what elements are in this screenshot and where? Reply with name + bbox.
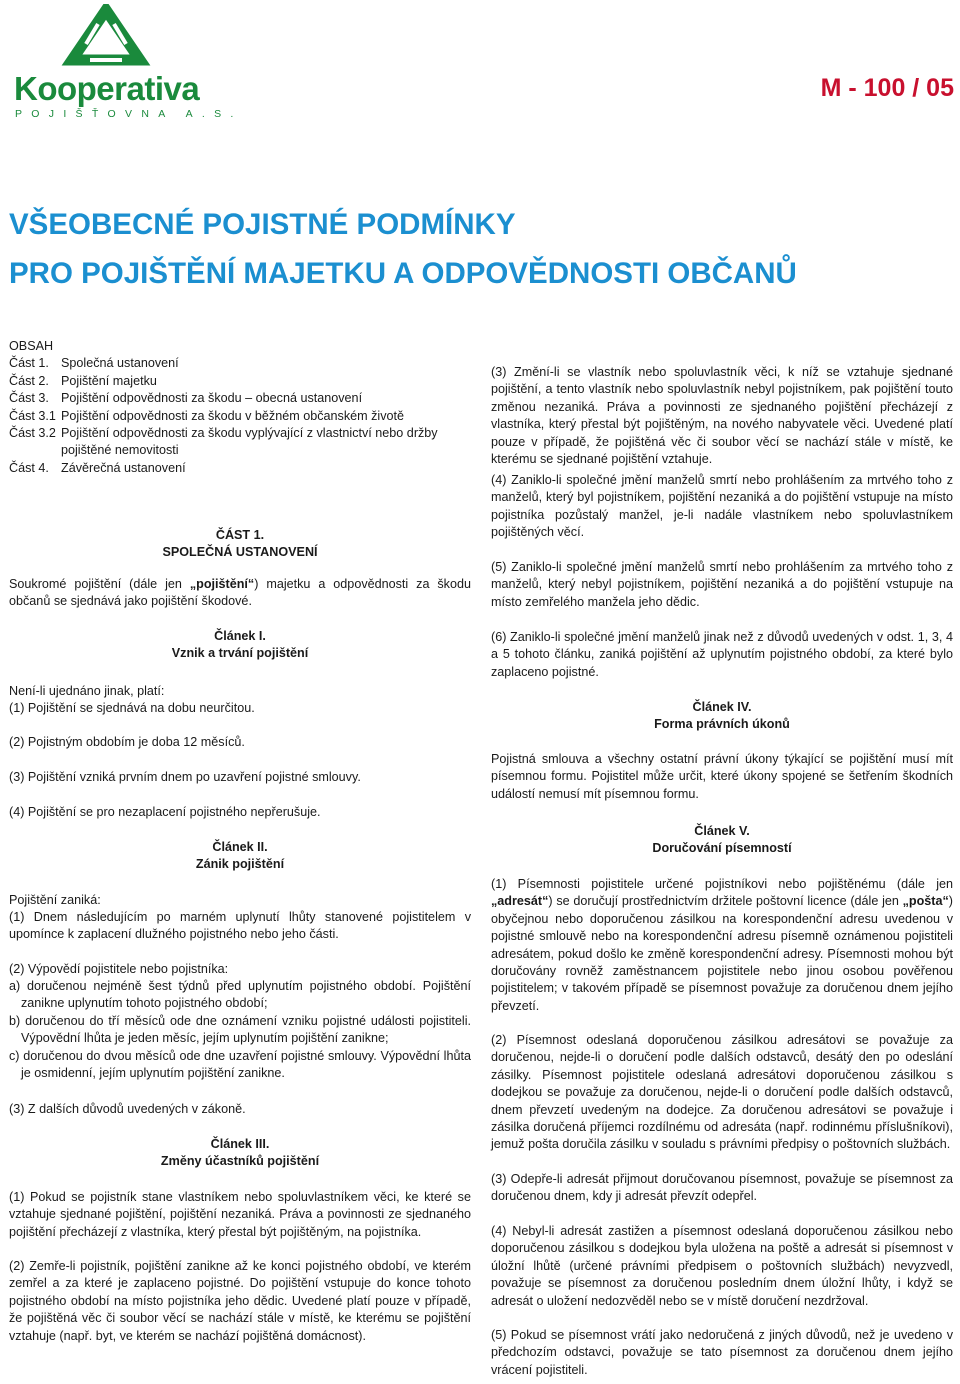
art2-para-1: (1) Dnem následujícím po marném uplynutí lhůty stanovené pojistitelem v upomínce k zaplacení dlužného pojistného nebo jeho části. <box>9 910 471 942</box>
art3-para-4: (4) Zaniklo-li společné jmění manželů smrtí nebo prohlášením za mrtvého toho z manželů, který byl pojistníkem, pojištění nezaniká a do pojištění vstupuje na místo pojistníka pozůstalý manžel, je-li nadále vlastníkem nebo spoluvlastníkem pojištěných věcí. <box>491 473 953 540</box>
article-5-heading: Článek V. Doručování písemností <box>652 824 792 856</box>
title-line-1: VŠEOBECNÉ POJISTNÉ PODMÍNKY <box>9 208 516 241</box>
art5-para-1: (1) Písemnosti pojistitele určené pojistníkovi nebo pojištěnému (dále jen „adresát“) se doručují prostřednictvím držitele poštovní licence (dále jen „pošta“) obyčejnou nebo doporučenou zásilkou na korespondenční adresu uvedenou v pojistné smlouvě nebo na korespondenční adresu písemně oznámenou pojistiteli adresátem, pokud došlo ke změně korespondenční adresy. Písemnosti mohou být doručovány rovněž zaměstnancem pojistitele nebo jinou osobou pověřenou pojistitelem; v takovém případě se písemnost považuje za doručenou dnem jejího převzetí. <box>491 877 953 1013</box>
toc-item: Část 3. Pojištění odpovědnosti za škodu – obecná ustanovení <box>9 391 363 406</box>
art5-para-2: (2) Písemnost odeslaná doporučenou zásilkou adresátovi se považuje za doručenou, nejde-li o doručení podle dalších odstavců, desátý den po odeslání zásilky. Písemnost pojistitele odeslaná adresátovi doporučenou zásilkou s dodejkou se považuje za doručenou, nejde-li o doručení podle dalších odstavců, dnem převzetí uvedeným na dodejce. Za doručenou adresátovi se považuje i zásilka doručená příjemci rozdílnému od adresáta (např. rodinnému příslušníkovi), jemuž pošta doručila zásilku v souladu s právními předpisy o poštovních službách. <box>491 1033 953 1152</box>
title-line-2: PRO POJIŠTĚNÍ MAJETKU A ODPOVĚDNOSTI OBČANŮ <box>9 257 797 290</box>
art5-para-5: (5) Pokud se písemnost vrátí jako nedoručená z jiných důvodů, než je uvedeno v předchozím odstavci, považuje se tato písemnost za doručenou dnem jejího vrácení pojistiteli. <box>491 1328 953 1377</box>
art2-para-2b: b) doručenou do tří měsíců ode dne oznámení vzniku pojistné události pojistiteli. Výpovědní lhůta je jeden měsíc, jejím uplynutím pojištění zanikne; <box>9 1014 471 1046</box>
article-1-heading: Článek I. Vznik a trvání pojištění <box>171 629 309 661</box>
toc-item: Část 4. Závěrečná ustanovení <box>9 460 186 475</box>
toc-item: Část 1. Společná ustanovení <box>9 356 179 371</box>
art3-para-1: (1) Pokud se pojistník stane vlastníkem nebo spoluvlastníkem věci, ke které se vztahuje sjednané pojištění, pojištění nezaniká. Práva a povinnosti ze sjednaného pojištění přecházejí z vlastníka, který přestal být pojištěným, na pojistníka. <box>9 1190 471 1239</box>
art1-para-1: (1) Pojištění se sjednává na dobu neurčitou. <box>9 701 255 715</box>
company-logo <box>6 4 243 124</box>
art1-lead: Není-li ujednáno jinak, platí: <box>9 684 165 698</box>
art2-para-2a: a) doručenou nejméně šest týdnů před uplynutím pojistného období. Pojištění zanikne uplynutím tohoto pojistného období; <box>9 979 471 1011</box>
part-heading: ČÁST 1. SPOLEČNÁ USTANOVENÍ <box>162 528 318 560</box>
art2-para-2-lead: (2) Výpovědí pojistitele nebo pojistníka: <box>9 962 229 976</box>
art1-para-3: (3) Pojištění vzniká prvním dnem po uzavření pojistné smlouvy. <box>9 770 361 784</box>
art1-para-2: (2) Pojistným obdobím je doba 12 měsíců. <box>9 735 245 749</box>
logo-subtitle: POJIŠŤOVNA A.S. <box>15 108 243 120</box>
art5-para-3: (3) Odepře-li adresát přijmout doručovanou písemnost, považuje se písemnost za doručenou dnem, kdy ji adresát převzít odepřel. <box>491 1172 953 1204</box>
art3-para-5: (5) Zaniklo-li společné jmění manželů smrtí nebo prohlášením za mrtvého toho z manželů, který nebyl pojistníkem, pojištění nezaniká a do pojištění vstupuje na místo zemřelého manžela jeho dědic. <box>491 560 953 609</box>
logo-knot-icon <box>6 4 216 76</box>
logo-wordmark: Kooperativa <box>14 70 200 107</box>
article-4-heading: Článek IV. Forma právních úkonů <box>654 700 790 732</box>
toc-item: Část 2. Pojištění majetku <box>9 373 157 388</box>
art2-para-2c: c) doručenou do dvou měsíců ode dne uzavření pojistné smlouvy. Výpovědní lhůta je osmidenní, jejím uplynutím pojištění zanikne. <box>9 1049 471 1081</box>
document-code: M - 100 / 05 <box>820 74 954 102</box>
document-title <box>9 200 797 298</box>
art1-para-4: (4) Pojištění se pro nezaplacení pojistného nepřerušuje. <box>9 805 321 819</box>
art3-para-6: (6) Zaniklo-li společné jmění manželů jinak než z důvodů uvedených v odst. 1, 3, 4 a 5 tohoto článku, zaniká pojištění až uplynutím pojistného období, za které bylo zaplaceno pojistné. <box>491 630 953 679</box>
article-3-heading: Článek III. Změny účastníků pojištění <box>160 1137 320 1169</box>
art3-para-2: (2) Zemře-li pojistník, pojištění zanikne až ke konci pojistného období, ve kterém zemřel a za které je zaplaceno pojistné. Do pojištění vstupuje do konce tohoto pojistného období na místo pojistníka jeho dědic. Uvedené platí pouze v případě, že pojištěná věc či soubor věcí se nachází stále v místě, ke kterému se pojištění vztahuje (např. byt, ve kterém se nachází pojištěná domácnost). <box>9 1259 471 1343</box>
art2-lead: Pojištění zaniká: <box>9 893 101 907</box>
art3-para-3: (3) Změní-li se vlastník nebo spoluvlastník věci, k níž se vztahuje sjednané pojištění, a tento vlastník nebo spoluvlastník nebyl pojistníkem, pak pojištění touto změnou nezaniká. Práva a povinnosti ze sjednaného pojištění přecházejí z vlastníka, který přestal být pojištěným, na nového nabyvatele věci. Uvedené platí pouze v případě, že pojištěná věc či soubor věcí se nachází stále v místě, ke kterému se sjednané pojištění vztahuje. <box>491 365 953 467</box>
table-of-contents <box>9 338 471 477</box>
art5-para-4: (4) Nebyl-li adresát zastižen a písemnost odeslaná doporučenou zásilkou nebo doporučenou zásilkou s dodejkou byla uložena na poště a adresát si písemnost v úložní lhůtě (určené právními předpisem o poštovních službách) nevyzvedl, považuje se písemnost za doručenou posledním dnem úložní lhůty, i když se adresát o uložení nedozvěděl nebo se v místě doručení nezdržoval. <box>491 1224 953 1308</box>
intro-paragraph: Soukromé pojištění (dále jen „pojištění“) majetku a odpovědnosti za škodu občanů se sjednává jako pojištění škodové. <box>9 577 471 609</box>
art2-para-3: (3) Z dalších důvodů uvedených v zákoně. <box>9 1102 246 1116</box>
toc-heading: OBSAH <box>9 339 54 353</box>
toc-item: Část 3.2 Pojištění odpovědnosti za škodu vyplývající z vlastnictví nebo držby pojištěné nemovitosti <box>9 426 438 458</box>
toc-item: Část 3.1 Pojištění odpovědnosti za škodu v běžném občanském životě <box>9 408 405 423</box>
article-2-heading: Článek II. Zánik pojištění <box>195 840 285 872</box>
art4-para-1: Pojistná smlouva a všechny ostatní právní úkony týkající se pojištění musí mít písemnou formu. Pojistitel může určit, které úkony spojené se šetřením škodních událostí nemusí mít písemnou formu. <box>491 752 953 801</box>
